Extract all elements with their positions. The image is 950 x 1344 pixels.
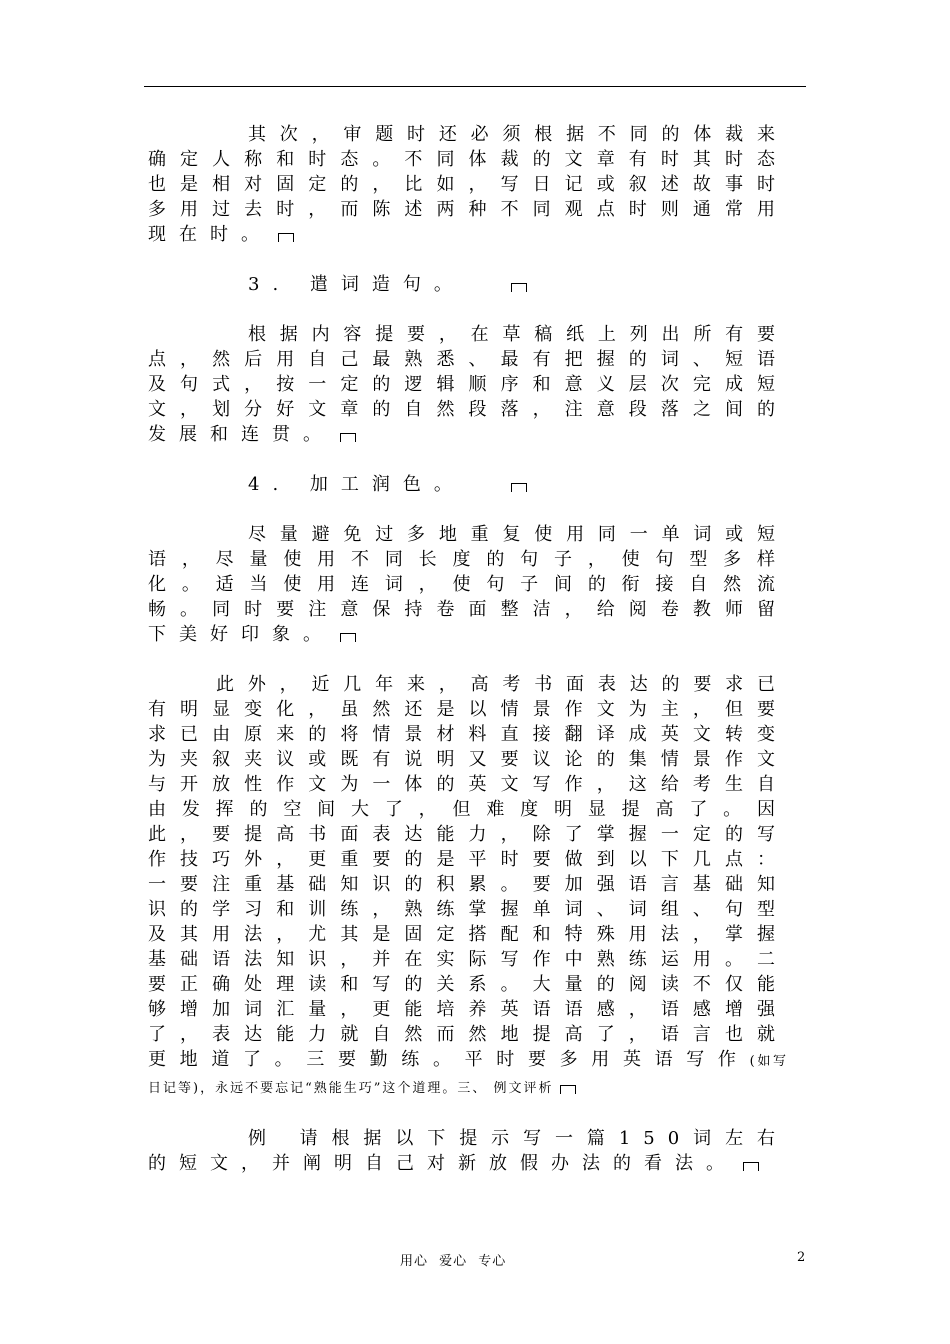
paragraph-exam-changes (148, 672, 788, 1101)
paragraph-mark-icon (511, 483, 527, 492)
paragraph-mark-icon (560, 1085, 576, 1094)
paragraph-exam-changes-text: 此外，近几年来，高考书面表达的要求已有明显变化，虽然还是以情景作文为主，但要求已由原来的将情景材料直接翻译成英文转变为夹叙夹议或既有说明又要议论的集情景作文与开放性作文为一体的英文写作，这给考生自由发挥的空间大了，但难度明显提高了。因此，要提高书面表达能力，除了掌握一定的写作技巧外，更重要的是平时要做到以下几点：一要注重基础知识的积累。要加强语言基础知识的学习和训练，熟练掌握单词、词组、句型及其用法，尤其是固定搭配和特殊用法，掌握基础语法知识，并在实际写作中熟练运用。二要正确处理读和写的关系。大量的阅读不仅能够增加词汇量，更能培养英语语感，语感增强了，表达能力就自然而然地提高了，语言也就更地道了。三要勤练。平时要多用英语写作 (148, 674, 788, 1070)
paragraph-outline-text: 根据内容提要，在草稿纸上列出所有要点，然后用自己最熟悉、最有把握的词、短语及句式，按一定的逻辑顺序和意义层次完成短文，划分好文章的自然段落，注意段落之间的发展和连贯。 (148, 324, 788, 445)
paragraph-mark-icon (511, 283, 527, 292)
section-heading-4 (148, 472, 788, 497)
section-heading-4-text: 4. 加工润色。 (248, 474, 465, 495)
document-body (148, 122, 788, 1176)
section-heading-3-text: 3. 遣词造句。 (248, 274, 465, 295)
paragraph-tense (148, 122, 788, 247)
paragraph-tense-text: 其次，审题时还必须根据不同的体裁来确定人称和时态。不同体裁的文章有时其时态也是相对固定的，比如，写日记或叙述故事时多用过去时，而陈述两种不同观点时则通常用现在时。 (148, 124, 788, 245)
footer-motto: 用心 爱心 专心 (400, 1254, 507, 1269)
paragraph-example-prompt-text: 例 请根据以下提示写一篇150词左右的短文，并阐明自己对新放假办法的看法。 (148, 1128, 788, 1174)
paragraph-mark-icon (278, 233, 294, 242)
header-rule (144, 86, 806, 87)
paragraph-polish (148, 522, 788, 647)
paragraph-polish-text: 尽量避免过多地重复使用同一单词或短语，尽量使用不同长度的句子，使句型多样化。适当使用连词，使句子间的衔接自然流畅。同时要注意保持卷面整洁，给阅卷教师留下美好印象。 (148, 524, 788, 645)
paragraph-outline (148, 322, 788, 447)
page-number: 2 (797, 1250, 806, 1265)
paragraph-mark-icon (340, 433, 356, 442)
paragraph-mark-icon (743, 1162, 759, 1171)
paragraph-mark-icon (340, 633, 356, 642)
paragraph-exam-changes-small-text: (如写日记等)，永远不要忘记“熟能生巧”这个道理。三、 例文评析 (148, 1054, 788, 1096)
paragraph-example-prompt (148, 1126, 788, 1176)
section-heading-3 (148, 272, 788, 297)
